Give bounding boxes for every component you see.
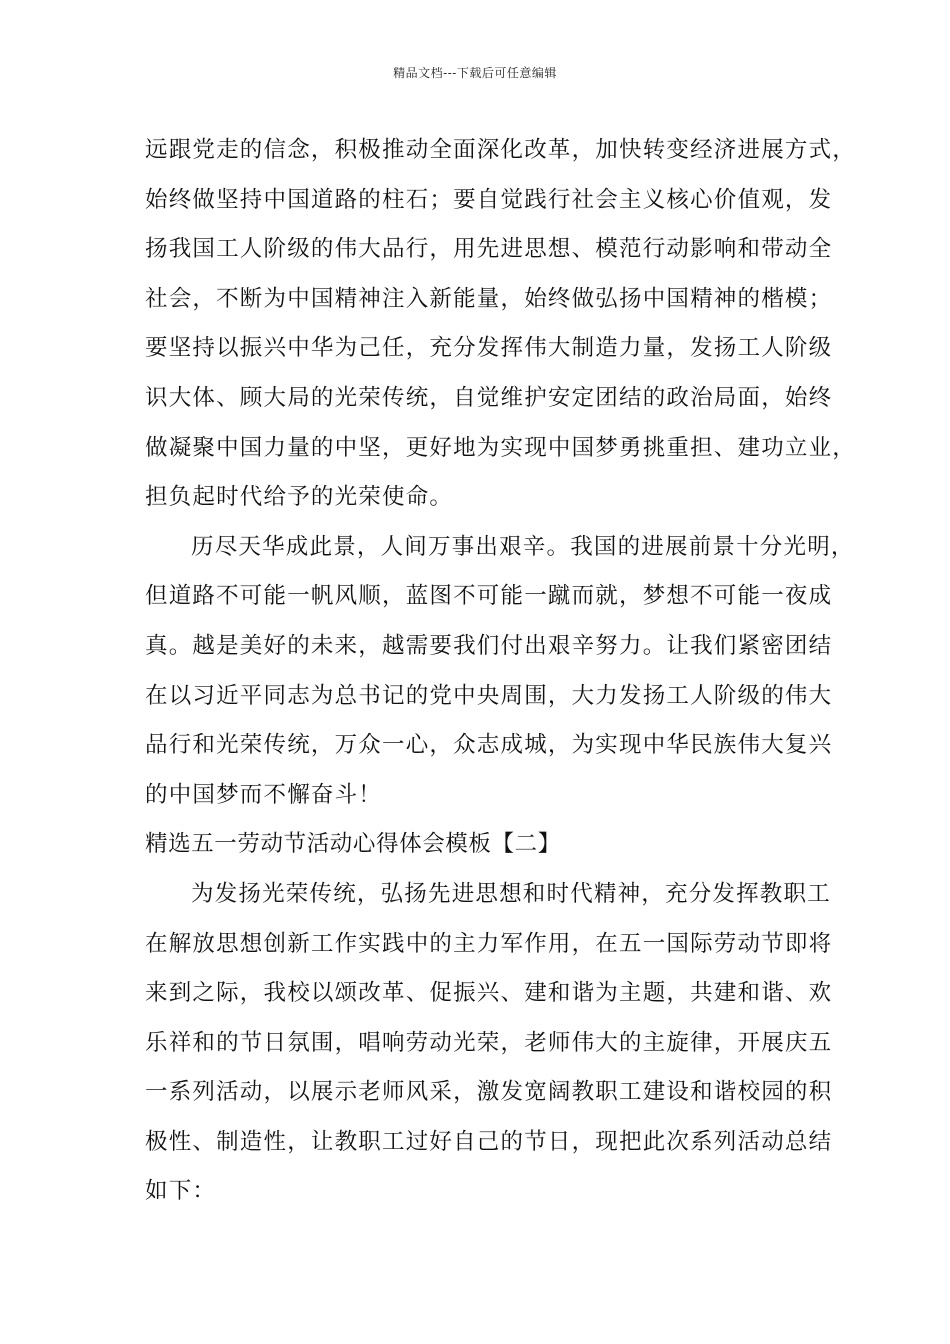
text-line: 始终做坚持中国道路的柱石；要自觉践行社会主义核心价值观，发	[145, 186, 833, 213]
text-line: 在解放思想创新工作实践中的主力军作用，在五一国际劳动节即将	[145, 930, 833, 957]
text-line: 在以习近平同志为总书记的党中央周围，大力发扬工人阶级的伟大	[145, 682, 833, 709]
text-line: 来到之际，我校以颂改革、促振兴、建和谐为主题，共建和谐、欢	[145, 980, 833, 1007]
text-line: 如下：	[145, 1178, 217, 1205]
text-line: 担负起时代给予的光荣使命。	[145, 484, 454, 511]
text-line: 为发扬光荣传统，弘扬先进思想和时代精神，充分发挥教职工	[191, 880, 831, 907]
text-line: 品行和光荣传统，万众一心，众志成城，为实现中华民族伟大复兴	[145, 732, 833, 759]
body-text	[145, 126, 857, 1217]
text-line: 真。越是美好的未来，越需要我们付出艰辛努力。让我们紧密团结	[145, 632, 833, 659]
text-line: 乐祥和的节日氛围，唱响劳动光荣，老师伟大的主旋律，开展庆五	[145, 1029, 833, 1056]
text-line: 社会，不断为中国精神注入新能量，始终做弘扬中国精神的楷模；	[145, 285, 833, 312]
text-line: 极性、制造性，让教职工过好自己的节日，现把此次系列活动总结	[145, 1128, 833, 1155]
page-header: 精品文档---下载后可任意编辑	[393, 66, 557, 80]
section-heading: 精选五一劳动节活动心得体会模板【二】	[145, 831, 561, 858]
text-line: 但道路不可能一帆风顺，蓝图不可能一蹴而就，梦想不可能一夜成	[145, 583, 833, 610]
text-line: 一系列活动，以展示老师风采，激发宽阔教职工建设和谐校园的积	[145, 1079, 833, 1106]
text-line: 历尽天华成此景，人间万事出艰辛。我国的进展前景十分光明，	[191, 533, 855, 560]
text-line: 远跟党走的信念，积极推动全面深化改革，加快转变经济进展方式，	[145, 137, 857, 163]
text-line: 要坚持以振兴中华为己任，充分发挥伟大制造力量，发扬工人阶级	[145, 335, 833, 362]
text-line: 做凝聚中国力量的中坚，更好地为实现中国梦勇挑重担、建功立业，	[145, 434, 857, 461]
text-line: 识大体、顾大局的光荣传统，自觉维护安定团结的政治局面，始终	[145, 384, 833, 411]
text-line: 的中国梦而不懈奋斗！	[145, 781, 383, 808]
text-line: 扬我国工人阶级的伟大品行，用先进思想、模范行动影响和带动全	[145, 236, 833, 263]
